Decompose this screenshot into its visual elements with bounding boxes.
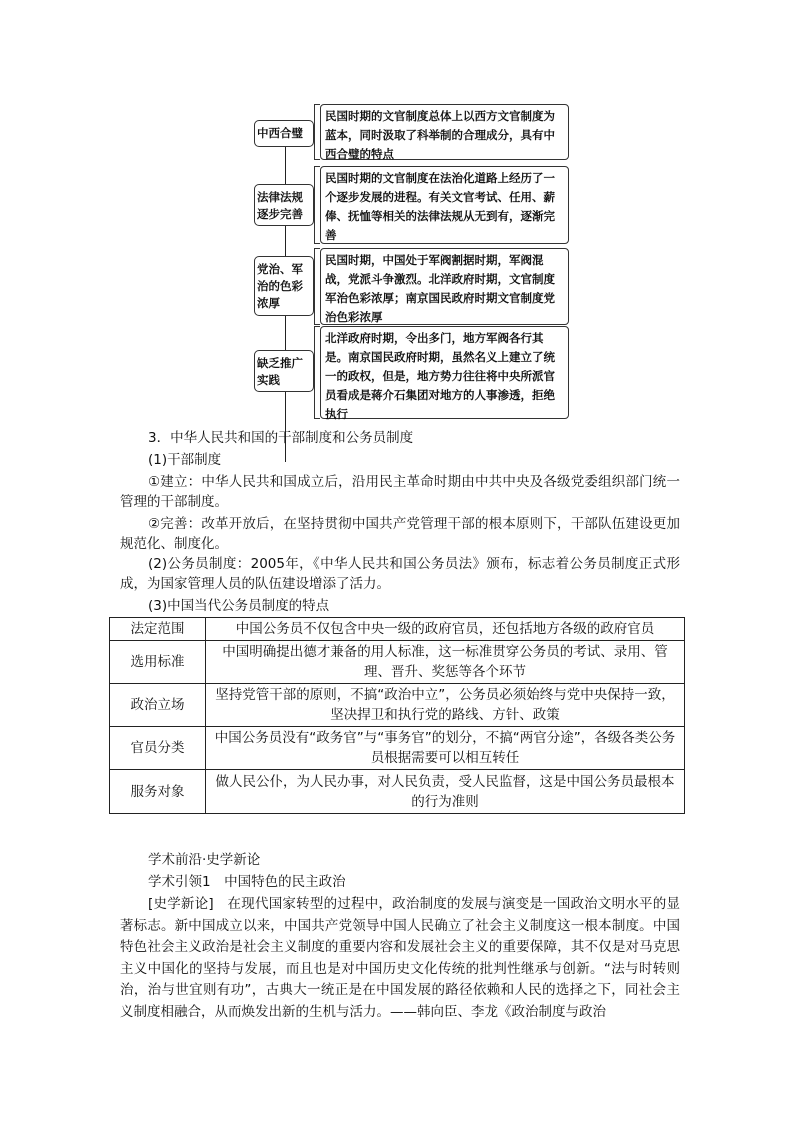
diagram-label: 缺乏推广实践 xyxy=(257,356,303,387)
table-value: 中国明确提出德才兼备的用人标准，这一标准贯穿公务员的考试、录用、管理、晋升、奖惩等各个环节 xyxy=(206,641,685,684)
table-row xyxy=(110,641,685,684)
diagram-text: 民国时期的文官制度总体上以西方文官制度为蓝本，同时汲取了科举制的合理成分，具有中西合璧的特点 xyxy=(325,109,555,161)
frontier-body: [史学新论] 在现代国家转型的过程中，政治制度的发展与演变是一国政治文明水平的显著标志。新中国成立以来，中国共产党领导中国人民确立了社会主义制度这一根本制度。中国特色社会主义政治是社会主义制度的重要内容和发展社会主义的重要保障，其不仅是对马克思主义中国化的坚持与发展，而且也是对中国历史文化传统的批判性继承与创新。“法与时转则治，治与世宜则有功”，古典大一统正是在中国发展的路径依赖和人民的选择之下，同社会主义制度相融合，从而焕发出新的生机与活力。——韩向臣、李龙《政治制度与政治 xyxy=(120,896,680,1020)
frontier-lead: 学术引领1 中国特色的民主政治 xyxy=(148,874,346,890)
table-value: 坚持党管干部的原则，不搞“政治中立”，公务员必须始终与党中央保持一致，坚决捍卫和执行党的路线、方针、政策 xyxy=(206,684,685,727)
diagram-text-box xyxy=(320,166,569,244)
table-value: 中国公务员不仅包含中央一级的政府官员，还包括地方各级的政府官员 xyxy=(206,618,685,641)
diagram-label: 党治、军治的色彩浓厚 xyxy=(257,262,303,310)
table-key: 法定范围 xyxy=(110,618,206,641)
paragraph: (2)公务员制度：2005年，《中华人民共和国公务员法》颁布，标志着公务员制度正式形成，为国家管理人员的队伍建设增添了活力。 xyxy=(120,556,680,592)
table-key: 服务对象 xyxy=(110,770,206,814)
table-key: 政治立场 xyxy=(110,684,206,727)
diagram-text-box xyxy=(320,104,569,160)
subsection-heading: (3)中国当代公务员制度的特点 xyxy=(148,598,330,614)
features-table xyxy=(109,617,685,814)
table-row xyxy=(110,684,685,727)
table-value: 中国公务员没有“政务官”与“事务官”的划分，不搞“两官分途”，各级各类公务员根据需要可以相互转任 xyxy=(206,727,685,770)
diagram-label: 法律法规逐步完善 xyxy=(257,190,303,221)
diagram-text: 民国时期的文官制度在法治化道路上经历了一个逐步发展的进程。有关文官考试、任用、薪俸、抚恤等相关的法律法规从无到有，逐渐完善 xyxy=(325,171,555,242)
diagram-label-box xyxy=(254,256,314,316)
diagram-label-box xyxy=(254,184,314,226)
table-row xyxy=(110,618,685,641)
table-key: 官员分类 xyxy=(110,727,206,770)
table-key: 选用标准 xyxy=(110,641,206,684)
concept-diagram xyxy=(252,102,570,420)
table-value: 做人民公仆，为人民办事，对人民负责，受人民监督，这是中国公务员最根本的行为准则 xyxy=(206,770,685,814)
frontier-title: 学术前沿·史学新论 xyxy=(148,852,261,868)
diagram-label-box xyxy=(254,120,314,147)
diagram-label-box xyxy=(254,350,314,392)
paragraph: ②完善：改革开放后，在坚持贯彻中国共产党管理干部的根本原则下，干部队伍建设更加规范化、制度化。 xyxy=(120,516,680,552)
diagram-text-box xyxy=(320,326,569,419)
paragraph: ①建立：中华人民共和国成立后，沿用民主革命时期由中共中央及各级党委组织部门统一管理的干部制度。 xyxy=(120,474,680,510)
diagram-text-box xyxy=(320,248,569,325)
diagram-text: 民国时期，中国处于军阀割据时期，军阀混战，党派斗争激烈。北洋政府时期，文官制度军治色彩浓厚；南京国民政府时期文官制度党治色彩浓厚 xyxy=(325,253,555,324)
table-row xyxy=(110,727,685,770)
subsection-heading: (1)干部制度 xyxy=(148,452,222,468)
section-heading: 3．中华人民共和国的干部制度和公务员制度 xyxy=(148,430,414,446)
diagram-label: 中西合璧 xyxy=(257,126,303,140)
diagram-text: 北洋政府时期，令出多门，地方军阀各行其是。南京国民政府时期，虽然名义上建立了统一的政权，但是，地方势力往往将中央所派官员看成是蒋介石集团对地方的人事渗透，拒绝执行 xyxy=(325,331,555,421)
table-row xyxy=(110,770,685,814)
